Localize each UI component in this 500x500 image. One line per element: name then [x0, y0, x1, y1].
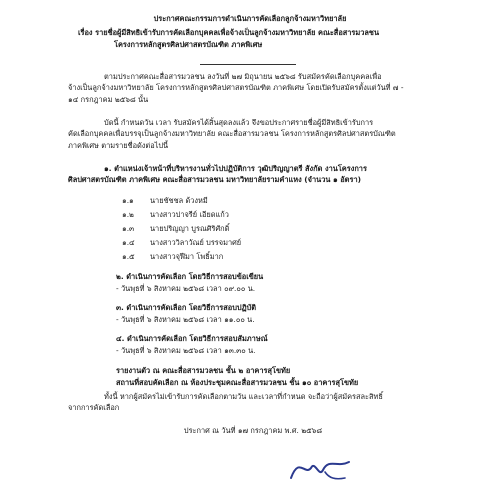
list-item [122, 224, 241, 238]
candidate-number: ๑.๒ [122, 210, 134, 219]
closing-paragraph [68, 118, 438, 152]
exam-step-interview [116, 334, 268, 359]
closing-line-1: บัดนี้ กำหนดวัน เวลา รับสมัครได้สิ้นสุดลงแล้ว จึงขอประกาศรายชื่อผู้มีสิทธิเข้ารับการ [104, 118, 374, 127]
note-line-2: จากการคัดเลือก [68, 403, 120, 413]
position-block [68, 164, 438, 187]
candidate-number: ๑.๕ [122, 252, 135, 261]
candidate-name: นางสาววิลาวัณย์ บรรจมาศย์ [150, 238, 242, 247]
candidate-number: ๑.๓ [122, 224, 135, 233]
step-title: ๔. ดำเนินการคัดเลือก โดยวิธีการสอบสัมภาษณ์ [116, 334, 268, 343]
intro-paragraph [68, 72, 438, 106]
candidate-name: นายชัชชล ด้วงหมี [150, 196, 208, 205]
exam-step-practical [116, 303, 256, 328]
document-header [0, 14, 500, 23]
list-item [122, 252, 241, 266]
step-title: ๓. ดำเนินการคัดเลือก โดยวิธีการสอบปฏิบัติ [116, 303, 257, 312]
note-line-1: ทั้งนี้ หากผู้สมัครไม่เข้ารับการคัดเลือกตามวัน และเวลาที่กำหนด จะถือว่าผู้สมัครสละสิทธิ์ [104, 392, 383, 401]
candidate-list [122, 196, 241, 266]
intro-line-1: ตามประกาศคณะสื่อสารมวลชน ลงวันที่ ๒๗ มิถุนายน ๒๕๖๘ รับสมัครคัดเลือกบุคคลเพื่อ [104, 72, 382, 81]
subject-line: เรื่อง รายชื่อผู้มีสิทธิเข้ารับการคัดเลือกบุคคลเพื่อจ้างเป็นลูกจ้างมหาวิทยาลัย คณะสื่อสารมวลชน [78, 28, 380, 37]
note-paragraph [68, 392, 438, 415]
intro-line-3: ๑๔ กรกฎาคม ๒๕๖๘ นั้น [68, 94, 149, 104]
report-location: รายงานตัว ณ คณะสื่อสารมวลชน ชั้น ๒ อาคารสุโขทัย [116, 366, 291, 375]
candidate-number: ๑.๔ [122, 238, 135, 247]
step-title: ๒. ดำเนินการคัดเลือก โดยวิธีการสอบข้อเขียน [116, 272, 264, 281]
signature-mark [285, 448, 355, 488]
step-time: - วันพุธที่ ๖ สิงหาคม ๒๕๖๘ เวลา ๑๓.๓๐ น. [116, 346, 256, 356]
closing-line-3: ภาคพิเศษ ตามรายชื่อดังต่อไปนี้ [68, 140, 169, 150]
header-line: ประกาศคณะกรรมการดำเนินการคัดเลือกลูกจ้างมหาวิทยาลัย [153, 14, 347, 23]
step-time: - วันพุธที่ ๖ สิงหาคม ๒๕๖๘ เวลา ๑๑.๐๐ น. [116, 315, 255, 325]
candidate-name: นางสาวจุฬีมา โพธิ์มาก [150, 252, 224, 261]
closing-line-2: คัดเลือกบุคคลเพื่อบรรจุเป็นลูกจ้างมหาวิทยาลัย คณะสื่อสารมวลชน โครงการหลักสูตรศิลปศาสตรบัณฑิต [68, 129, 396, 139]
candidate-name: นายปริญญา บูรณศิริศักดิ์ [150, 224, 230, 233]
subject-block [78, 28, 379, 53]
list-item [122, 210, 241, 224]
candidate-name: นางสาวปาจรีย์ เอียดแก้ว [150, 210, 229, 219]
list-item [122, 196, 241, 210]
exam-location: สถานที่สอบคัดเลือก ณ ห้องประชุมคณะสื่อสารมวลชน ชั้น ๑๐ อาคารสุโขทัย [116, 378, 359, 388]
subject-line-2: โครงการหลักสูตรศิลปศาสตรบัณฑิต ภาคพิเศษ [114, 40, 263, 50]
position-line-1: ๑. ตำแหน่งเจ้าหน้าที่บริหารงานทั่วไปปฏิบัติการ วุฒิปริญญาตรี สังกัด งานโครงการ [104, 164, 367, 173]
exam-step-written [116, 272, 263, 297]
date-line: ประกาศ ณ วันที่ ๑๗ กรกฎาคม พ.ศ. ๒๕๖๘ [183, 426, 323, 435]
candidate-number: ๑.๑ [122, 196, 134, 205]
list-item [122, 238, 241, 252]
position-line-2: ศิลปศาสตรบัณฑิต ภาคพิเศษ คณะสื่อสารมวลชน มหาวิทยาลัยรามคำแหง (จำนวน ๑ อัตรา) [68, 175, 361, 185]
venue-block [116, 366, 358, 391]
header-divider [200, 64, 296, 65]
announcement-date [68, 426, 438, 437]
step-time: - วันพุธที่ ๖ สิงหาคม ๒๕๖๘ เวลา ๐๙.๐๐ น. [116, 284, 256, 294]
intro-line-2: จ้างเป็นลูกจ้างมหาวิทยาลัย โครงการหลักสูตรศิลปศาสตรบัณฑิต ภาคพิเศษ โดยเปิดรับสมัครตั้งแต่วันที่ ๗ - [68, 83, 404, 93]
